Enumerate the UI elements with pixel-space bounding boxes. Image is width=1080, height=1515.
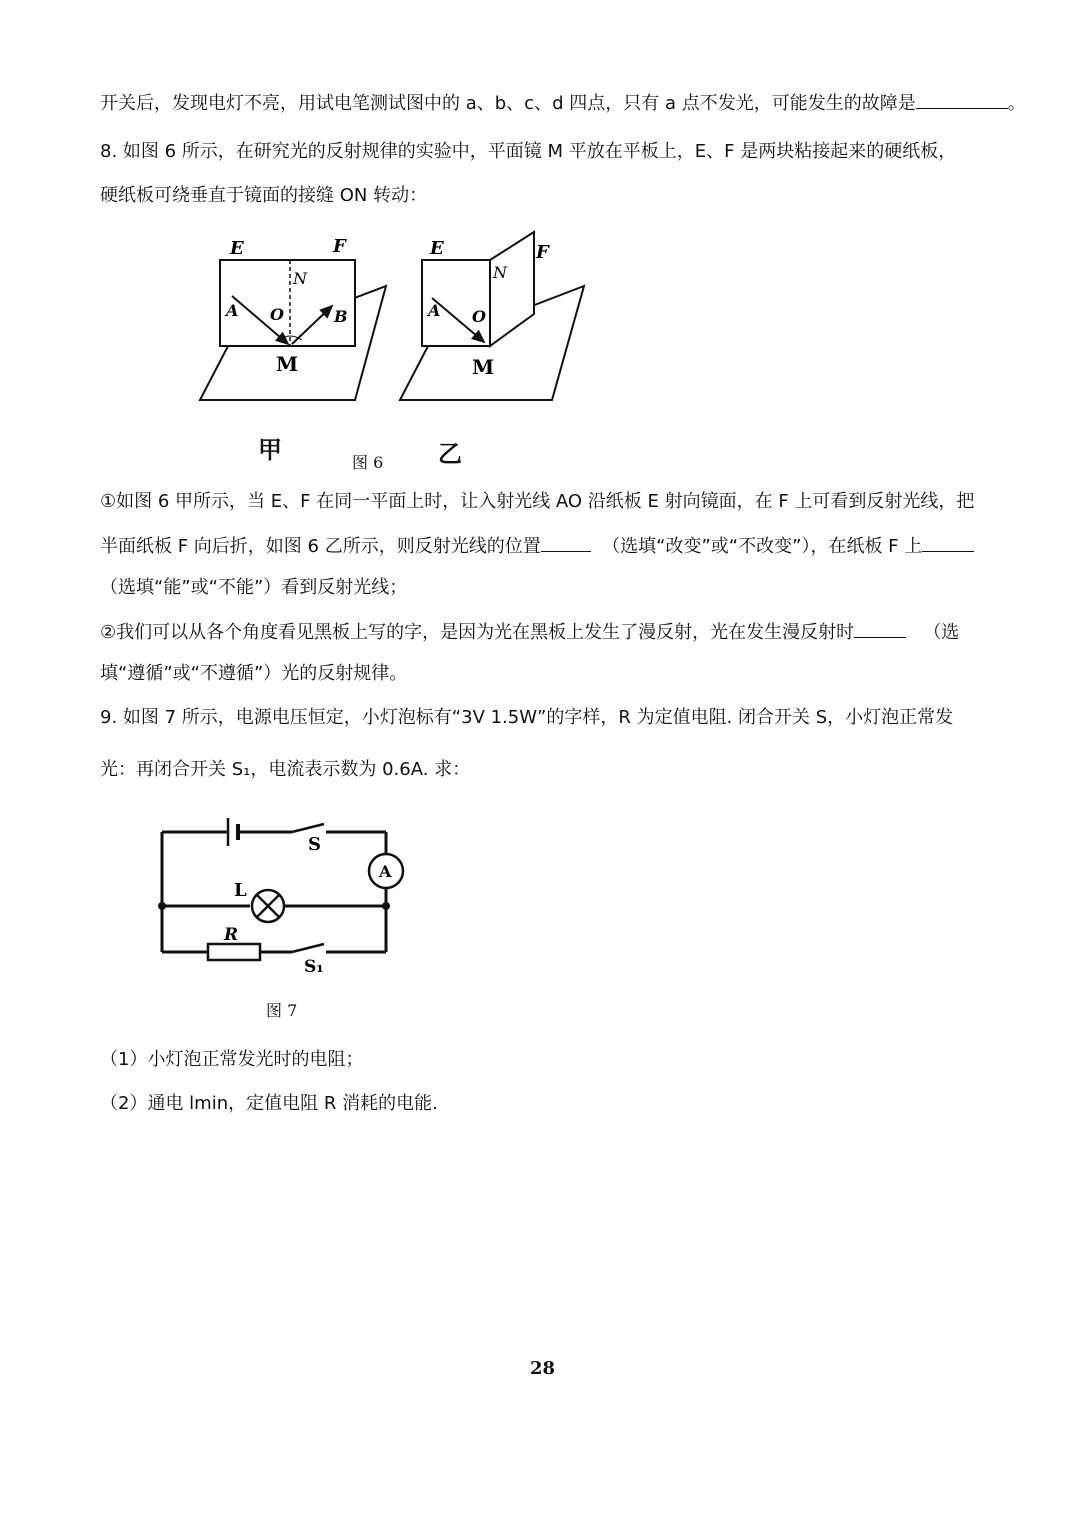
label-ammeter-a: A xyxy=(379,862,392,881)
q8-part2-line1 xyxy=(100,619,959,645)
switch-s xyxy=(292,824,324,832)
label-l: L xyxy=(234,880,247,901)
jia-label-f: F xyxy=(333,236,346,257)
q7-period: 。 xyxy=(1007,93,1026,114)
jia-label-o: O xyxy=(270,305,284,324)
q8-part1-line3: （选填“能”或“不能”）看到反射光线； xyxy=(100,577,408,598)
junction-left xyxy=(158,902,166,910)
label-s: S xyxy=(308,834,321,855)
q8-part1-line2 xyxy=(100,533,974,559)
jia-label-a: A xyxy=(226,301,239,320)
q8-part2-text-a: ②我们可以从各个角度看见黑板上写的字，是因为光在黑板上发生了漫反射，光在发生漫反射时 xyxy=(100,622,855,643)
yi-label-n: N xyxy=(493,263,507,282)
q8-part1-text-b: （选填“改变”或“不改变”），在纸板 F 上 xyxy=(602,536,923,557)
junction-right xyxy=(382,902,390,910)
yi-label-m: M xyxy=(472,355,495,379)
label-r: R xyxy=(224,925,239,945)
figure-6-label-jia: 甲 xyxy=(258,436,282,464)
jia-label-n: N xyxy=(293,269,307,288)
yi-label-f: F xyxy=(536,242,549,263)
q9-stem-line1: 9. 如图 7 所示，电源电压恒定，小灯泡标有“3V 1.5W”的字样，R 为定值电阻. 闭合开关 S，小灯泡正常发 xyxy=(100,707,954,728)
page-number: 28 xyxy=(530,1358,556,1379)
q8-stem-line2: 硬纸板可绕垂直于镜面的接缝 ON 转动： xyxy=(100,185,428,206)
q7-answer-blank[interactable] xyxy=(916,90,1008,109)
figure-6-caption: 图 6 xyxy=(352,453,384,472)
q9-stem-line2: 光：再闭合开关 S₁，电流表示数为 0.6A. 求： xyxy=(100,759,471,780)
figure-6-jia xyxy=(200,236,386,400)
q7-line xyxy=(100,90,1026,116)
q8-stem-line1: 8. 如图 6 所示，在研究光的反射规律的实验中，平面镜 M 平放在平板上，E、F 是两块粘接起来的硬纸板， xyxy=(100,141,957,162)
jia-label-m: M xyxy=(276,352,299,376)
yi-label-o: O xyxy=(472,307,486,326)
figure-6-yi xyxy=(400,232,584,400)
q8-part2-text-b: （选 xyxy=(923,622,960,643)
q7-text: 开关后，发现电灯不亮，用试电笔测试图中的 a、b、c、d 四点，只有 a 点不发光，可能发生的故障是 xyxy=(100,93,916,114)
yi-label-e: E xyxy=(430,238,444,259)
q8-part1-line1: ①如图 6 甲所示，当 E、F 在同一平面上时，让入射光线 AO 沿纸板 E 射向镜面，在 F 上可看到反射光线，把 xyxy=(100,491,975,512)
q9-sub1: （1）小灯泡正常发光时的电阻； xyxy=(100,1049,364,1070)
resistor-r xyxy=(208,944,260,960)
figure-7-caption: 图 7 xyxy=(266,1001,298,1020)
figure-6-diagram xyxy=(190,228,610,418)
q8-part1-text-a: 半面纸板 F 向后折，如图 6 乙所示，则反射光线的位置 xyxy=(100,536,541,557)
q8-part2-line2: 填“遵循”或“不遵循”）光的反射规律。 xyxy=(100,663,408,684)
switch-s1 xyxy=(292,944,324,952)
q9-sub2: （2）通电 lmin，定值电阻 R 消耗的电能. xyxy=(100,1093,438,1114)
q8-part1-blank2[interactable] xyxy=(922,533,974,552)
jia-label-e: E xyxy=(230,238,244,259)
yi-board-f-folded xyxy=(490,232,534,346)
yi-label-a: A xyxy=(428,301,441,320)
q8-part2-blank[interactable] xyxy=(854,619,906,638)
figure-7-circuit xyxy=(150,810,410,975)
label-s1: S₁ xyxy=(304,957,324,975)
figure-6-label-yi: 乙 xyxy=(438,440,462,468)
q8-part1-blank1[interactable] xyxy=(541,533,591,552)
jia-label-b: B xyxy=(334,307,348,326)
